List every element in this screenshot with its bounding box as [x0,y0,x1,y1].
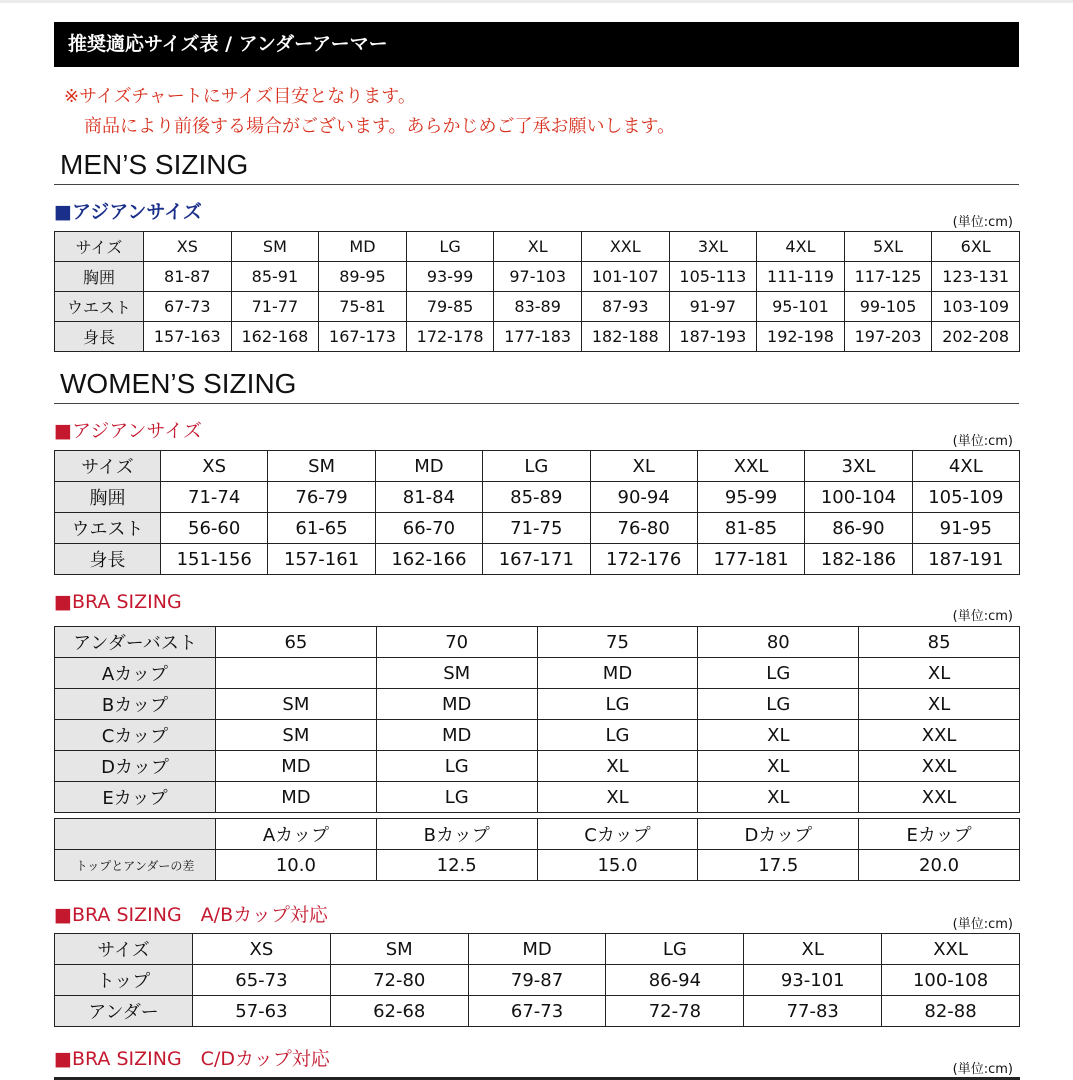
table-cell: 57-63 [193,996,331,1027]
table-cell: XXL [581,232,669,262]
table-cell: Cカップ [537,819,698,850]
table-cell: 95-99 [697,482,804,513]
top-divider [0,0,1073,3]
womens-unit: (単位:cm) [952,434,1013,449]
table-row [55,451,1020,482]
table-cell: Bカップ [376,819,537,850]
table-cell: XL [537,782,698,813]
table-cell: 177-183 [494,322,582,352]
table-cell: 3XL [669,232,757,262]
table-cell: XXL [697,451,804,482]
table-row [55,627,1020,658]
table-cell: 72-78 [606,996,744,1027]
table-cell: 81-87 [144,262,232,292]
womens-subtitle: ■アジアンサイズ [54,420,202,442]
table-cell: 83-89 [494,292,582,322]
table-cell: 157-163 [144,322,232,352]
bra-cd-unit: (単位:cm) [952,1062,1013,1077]
table-cell: XL [537,751,698,782]
table-cell: XXL [859,720,1020,751]
bra-unit: (単位:cm) [952,609,1013,624]
row-header-cell: トップ [55,965,193,996]
table-cell: 177-181 [697,544,804,575]
bra-size-table [54,626,1020,813]
table-cell: 187-191 [912,544,1019,575]
table-cell: 86-90 [805,513,912,544]
table-cell: 71-77 [231,292,319,322]
table-cell: 79-85 [406,292,494,322]
row-header-cell: サイズ [55,451,161,482]
table-cell: 117-125 [844,262,932,292]
mens-sizing-title: MEN’S SIZING [54,149,1019,185]
table-cell: 81-85 [697,513,804,544]
table-cell: 97-103 [494,262,582,292]
table-row [55,292,1020,322]
table-cell: 71-74 [161,482,268,513]
table-cell: 85-89 [483,482,590,513]
table-cell: 197-203 [844,322,932,352]
table-cell: 56-60 [161,513,268,544]
table-cell: MD [376,720,537,751]
table-cell: 65 [216,627,377,658]
bra-ab-subtitle: ■BRA SIZING A/Bカップ対応 [54,904,328,926]
womens-sizing-title: WOMEN’S SIZING [54,368,1019,404]
table-cell: 111-119 [757,262,845,292]
table-cell: 81-84 [375,482,482,513]
row-header-cell: 身長 [55,544,161,575]
table-cell: 105-109 [912,482,1019,513]
table-cell: SM [216,689,377,720]
table-cell: MD [216,782,377,813]
table-row [55,482,1020,513]
table-cell: 87-93 [581,292,669,322]
table-cell: 85 [859,627,1020,658]
row-header-cell: トップとアンダーの差 [55,850,216,881]
table-cell: XS [161,451,268,482]
table-cell: XL [494,232,582,262]
table-cell: LG [376,782,537,813]
table-row [55,544,1020,575]
table-cell: LG [698,658,859,689]
table-cell: 100-104 [805,482,912,513]
table-cell: 67-73 [144,292,232,322]
table-cell: Eカップ [859,819,1020,850]
bra-cd-subtitle: ■BRA SIZING C/Dカップ対応 [54,1048,330,1070]
table-cell: XL [698,720,859,751]
table-cell: 71-75 [483,513,590,544]
bra-cup-diff-table [54,818,1020,881]
table-row [55,965,1020,996]
row-header-cell: 身長 [55,322,144,352]
table-cell: 67-73 [468,996,606,1027]
womens-size-table [54,450,1020,575]
table-cell: LG [606,934,744,965]
table-row [55,262,1020,292]
table-cell: 5XL [844,232,932,262]
table-cell: 6XL [932,232,1020,262]
table-cell: SM [216,720,377,751]
table-cell: XXL [882,934,1020,965]
table-cell: XL [698,751,859,782]
table-cell: SM [268,451,375,482]
table-cell: LG [406,232,494,262]
table-cell: 202-208 [932,322,1020,352]
table-cell: 72-80 [330,965,468,996]
table-cell: 91-95 [912,513,1019,544]
row-header-cell: Eカップ [55,782,216,813]
table-cell: MD [537,658,698,689]
row-header-cell: アンダー [55,996,193,1027]
notice-line-2: 商品により前後する場合がございます。あらかじめご了承お願いします。 [84,116,676,137]
row-header-cell: Bカップ [55,689,216,720]
table-cell: XL [698,782,859,813]
row-header-cell [55,819,216,850]
table-cell: XS [193,934,331,965]
table-cell: 93-101 [744,965,882,996]
table-cell: LG [376,751,537,782]
table-cell: XXL [859,751,1020,782]
table-row [55,850,1020,881]
table-cell: 167-173 [319,322,407,352]
table-cell: 80 [698,627,859,658]
table-cell: SM [330,934,468,965]
table-row [55,513,1020,544]
table-row [55,232,1020,262]
table-row [55,720,1020,751]
bra-ab-size-table [54,933,1020,1027]
table-cell: 89-95 [319,262,407,292]
table-cell: 85-91 [231,262,319,292]
table-cell: LG [537,720,698,751]
table-cell: 62-68 [330,996,468,1027]
row-header-cell: Cカップ [55,720,216,751]
table-cell: XL [859,658,1020,689]
table-row [55,322,1020,352]
table-cell: 95-101 [757,292,845,322]
table-cell: 162-168 [231,322,319,352]
table-cell: 172-178 [406,322,494,352]
table-cell: 100-108 [882,965,1020,996]
table-row [55,689,1020,720]
table-cell: 82-88 [882,996,1020,1027]
table-cell: 77-83 [744,996,882,1027]
table-cell: 192-198 [757,322,845,352]
row-header-cell: 胸囲 [55,262,144,292]
table-cell: 86-94 [606,965,744,996]
table-cell: SM [376,658,537,689]
table-cell: 103-109 [932,292,1020,322]
table-cell: 105-113 [669,262,757,292]
table-cell: 12.5 [376,850,537,881]
table-cell [216,658,377,689]
table-cell: 15.0 [537,850,698,881]
table-cell: 91-97 [669,292,757,322]
table-cell: MD [375,451,482,482]
table-row [55,658,1020,689]
row-header-cell: Dカップ [55,751,216,782]
table-cell: 76-79 [268,482,375,513]
table-cell: 162-166 [375,544,482,575]
table-cell: 4XL [757,232,845,262]
table-cell: 172-176 [590,544,697,575]
table-cell: 17.5 [698,850,859,881]
table-cell: LG [483,451,590,482]
table-row [55,934,1020,965]
row-header-cell: ウエスト [55,292,144,322]
row-header-cell: アンダーバスト [55,627,216,658]
table-cell: 151-156 [161,544,268,575]
table-cell: 4XL [912,451,1019,482]
mens-subtitle: ■アジアンサイズ [54,201,202,223]
bra-subtitle: ■BRA SIZING [54,591,182,613]
table-cell: 182-186 [805,544,912,575]
table-cell: XXL [859,782,1020,813]
page-banner: 推奨適応サイズ表 / アンダーアーマー [54,22,1019,67]
table-row [55,996,1020,1027]
table-cell: 75 [537,627,698,658]
table-cell: MD [319,232,407,262]
table-cell: Aカップ [216,819,377,850]
table-cell: 187-193 [669,322,757,352]
bra-ab-unit: (単位:cm) [952,917,1013,932]
row-header-cell: Aカップ [55,658,216,689]
table-cell: 3XL [805,451,912,482]
table-cell: MD [468,934,606,965]
table-cell: 66-70 [375,513,482,544]
table-cell: XS [144,232,232,262]
mens-size-table [54,231,1020,352]
row-header-cell: サイズ [55,232,144,262]
table-cell: 79-87 [468,965,606,996]
table-cell: LG [698,689,859,720]
row-header-cell: ウエスト [55,513,161,544]
table-cell: 101-107 [581,262,669,292]
table-cell: 76-80 [590,513,697,544]
table-cell: Dカップ [698,819,859,850]
table-cell: 75-81 [319,292,407,322]
table-cell: 90-94 [590,482,697,513]
table-row [55,751,1020,782]
table-cell: 93-99 [406,262,494,292]
row-header-cell: 胸囲 [55,482,161,513]
table-cell: 123-131 [932,262,1020,292]
table-cell: 10.0 [216,850,377,881]
notice-line-1: ※サイズチャートにサイズ目安となります。 [64,86,416,107]
mens-unit: (単位:cm) [952,215,1013,230]
table-cell: 20.0 [859,850,1020,881]
table-row [55,782,1020,813]
table-cell: LG [537,689,698,720]
row-header-cell: サイズ [55,934,193,965]
table-cell: 65-73 [193,965,331,996]
table-cell: MD [216,751,377,782]
table-row [55,819,1020,850]
table-cell: XL [590,451,697,482]
table-cell: 99-105 [844,292,932,322]
table-cell: 157-161 [268,544,375,575]
table-cell: 61-65 [268,513,375,544]
table-cell: XL [744,934,882,965]
table-cell: XL [859,689,1020,720]
table-cell: 167-171 [483,544,590,575]
table-cell: 182-188 [581,322,669,352]
table-cell: MD [376,689,537,720]
table-cell: 70 [376,627,537,658]
table-cell: SM [231,232,319,262]
